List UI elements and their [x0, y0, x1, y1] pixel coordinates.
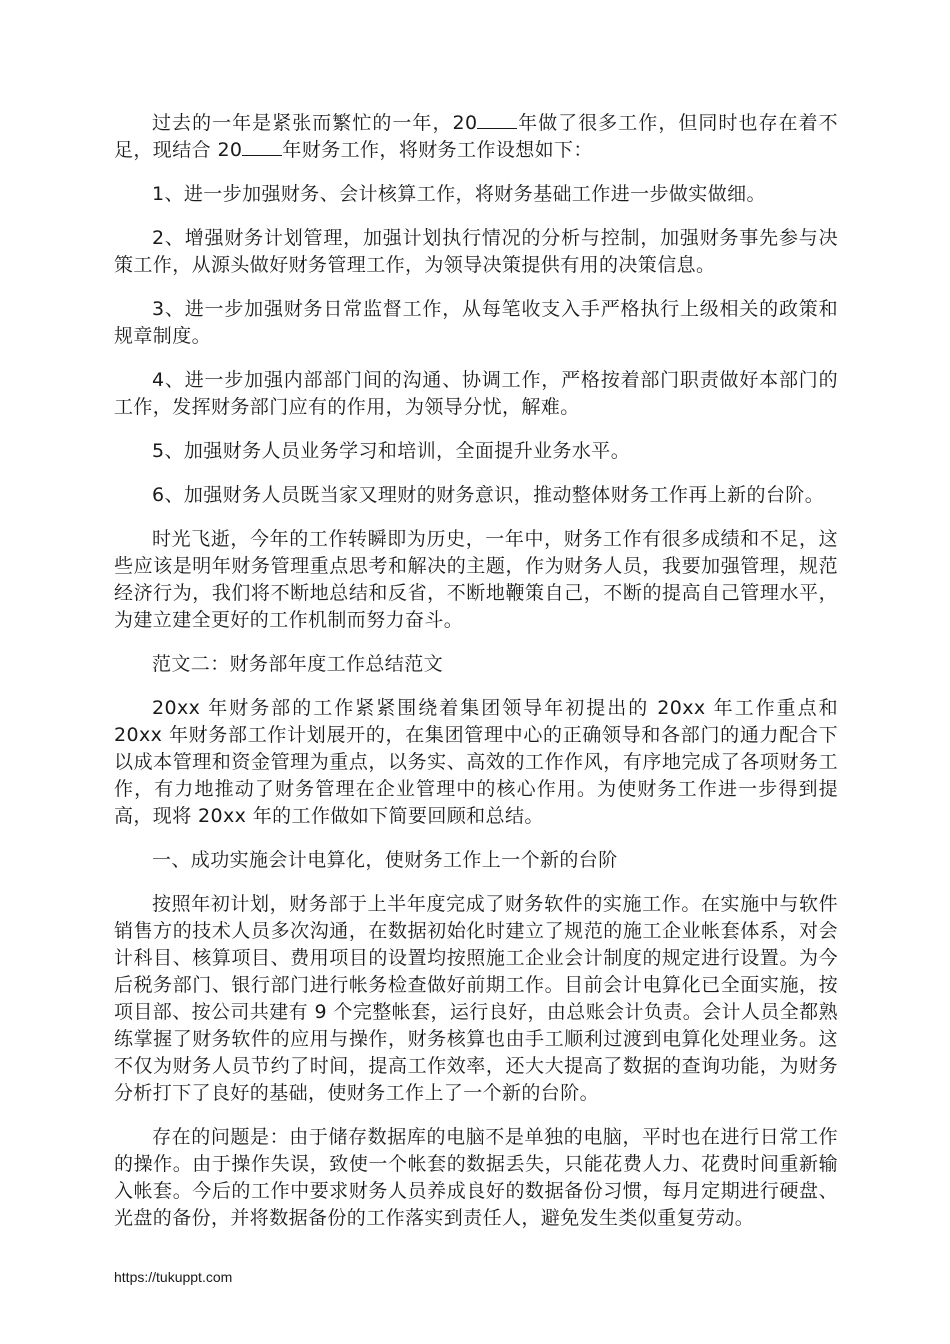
blank-underline [242, 137, 282, 156]
intro-text-1: 过去的一年是紧张而繁忙的一年，20 [152, 112, 478, 134]
section-heading-computerization: 一、成功实施会计电算化，使财务工作上一个新的台阶 [152, 849, 618, 871]
intro-text-3: 年财务工作，将财务工作设想如下： [282, 139, 593, 161]
document-body [114, 110, 838, 1249]
paragraph-item-5: 5、加强财务人员业务学习和培训，全面提升业务水平。 [152, 440, 631, 462]
paragraph-computerization: 按照年初计划，财务部于上半年度完成了财务软件的实施工作。在实施中与软件销售方的技术人员多次沟通，在数据初始化时建立了规范的施工企业帐套体系，对会计科目、核算项目、费用项目的设置均按照施工企业会计制度的规定进行设置。为今后税务部门、银行部门进行帐务检查做好前期工作。目前会计电算化已全面实施，按项目部、按公司共建有 9 个完整帐套，运行良好，由总账会计负责。会计人员全都熟练掌握了财务软件的应用与操作，财务核算也由手工顺利过渡到电算化处理业务。这不仅为财务人员节约了时间，提高工作效率，还大大提高了数据的查询功能，为财务分析打下了良好的基础，使财务工作上了一个新的台阶。 [114, 893, 838, 1104]
paragraph-item-3: 3、进一步加强财务日常监督工作，从每笔收支入手严格执行上级相关的政策和规章制度。 [114, 298, 838, 347]
paragraph-item-2: 2、增强财务计划管理，加强计划执行情况的分析与控制，加强财务事先参与决策工作，从源头做好财务管理工作，为领导决策提供有用的决策信息。 [114, 227, 838, 276]
intro-text-2: 年做了很多工作，但同时也存在着不足，现结合 20 [114, 112, 838, 161]
paragraph-problems: 存在的问题是：由于储存数据库的电脑不是单独的电脑，平时也在进行日常工作的操作。由于操作失误，致使一个帐套的数据丢失，只能花费人力、花费时间重新输入帐套。今后的工作中要求财务人员养成良好的数据备份习惯，每月定期进行硬盘、光盘的备份，并将数据备份的工作落实到责任人，避免发生类似重复劳动。 [114, 1126, 838, 1229]
paragraph-intro [114, 110, 838, 164]
blank-underline [477, 110, 517, 129]
footer-url: https://tukuppt.com [114, 1269, 233, 1285]
section-heading-sample-two: 范文二：财务部年度工作总结范文 [152, 653, 444, 675]
paragraph-item-4: 4、进一步加强内部部门间的沟通、协调工作，严格按着部门职责做好本部门的工作，发挥财务部门应有的作用，为领导分忧，解难。 [114, 369, 838, 418]
paragraph-summary-intro: 20xx 年财务部的工作紧紧围绕着集团领导年初提出的 20xx 年工作重点和 20xx 年财务部工作计划展开的，在集团管理中心的正确领导和各部门的通力配合下以成本管理和资金管理为重点，以务实、高效的工作作风，有序地完成了各项财务工作，有力地推动了财务管理在企业管理中的核心作用。为使财务工作进一步得到提高，现将 20xx 年的工作做如下简要回顾和总结。 [114, 697, 838, 827]
paragraph-conclusion: 时光飞逝，今年的工作转瞬即为历史，一年中，财务工作有很多成绩和不足，这些应该是明年财务管理重点思考和解决的主题，作为财务人员，我要加强管理，规范经济行为，我们将不断地总结和反省，不断地鞭策自己，不断的提高自己管理水平，为建立建全更好的工作机制而努力奋斗。 [114, 528, 838, 631]
paragraph-item-1: 1、进一步加强财务、会计核算工作，将财务基础工作进一步做实做细。 [152, 183, 766, 205]
paragraph-item-6: 6、加强财务人员既当家又理财的财务意识，推动整体财务工作再上新的台阶。 [152, 484, 825, 506]
